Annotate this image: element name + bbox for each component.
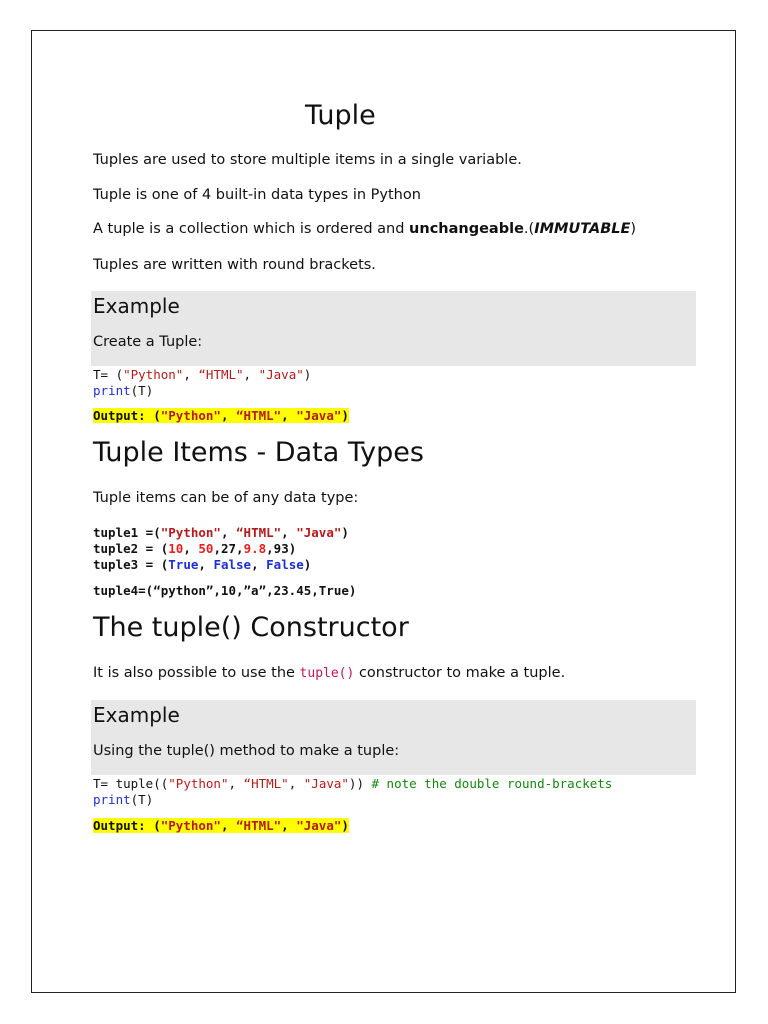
code-line-2 [93, 383, 153, 398]
code-text: , [183, 541, 199, 556]
code-text: tuple3 = ( [93, 557, 169, 572]
code-text: , [243, 367, 259, 382]
desc-suffix: constructor to make a tuple. [354, 665, 566, 681]
intro-paragraph-3 [93, 221, 636, 237]
code-line-3 [93, 776, 612, 791]
p3-prefix: A tuple is a collection which is ordered and [93, 221, 410, 237]
code-number: 10 [168, 541, 184, 556]
code-text: , [288, 776, 304, 791]
code-text: T= tuple(( [93, 776, 169, 791]
intro-paragraph-4: Tuples are written with round brackets. [93, 257, 376, 273]
code-text: , [281, 525, 297, 540]
output-string: "Java" [296, 818, 342, 833]
code-line-1 [93, 367, 311, 382]
output-text: , [220, 408, 237, 423]
section-desc-constructor [93, 665, 565, 681]
example-box-1 [91, 291, 696, 366]
code-string: “HTML" [243, 776, 289, 791]
p3-suffix: ) [630, 221, 637, 237]
section-heading-data-types: Tuple Items - Data Types [93, 437, 424, 468]
tuple4-line: tuple4=(“python”,10,”a”,23.45,True) [93, 583, 357, 598]
output-line-1 [93, 408, 349, 423]
code-string: "Java" [258, 367, 304, 382]
code-boolean: False [213, 557, 252, 572]
tuple3-line [93, 557, 311, 572]
code-text: , [251, 557, 267, 572]
output-label: Output: ( [93, 408, 161, 423]
code-boolean: True [168, 557, 199, 572]
output-string: “HTML" [236, 818, 282, 833]
output-label: Output: ( [93, 818, 161, 833]
code-string: “HTML" [198, 367, 244, 382]
p3-bold: unchangeable [409, 221, 524, 237]
code-text: ) [303, 557, 312, 572]
output-text: , [281, 818, 297, 833]
tuple1-line [93, 525, 349, 540]
code-keyword: print [93, 792, 131, 807]
output-text: , [281, 408, 297, 423]
code-text: ,93) [266, 541, 297, 556]
code-text: , [220, 525, 237, 540]
code-string: "Python" [123, 367, 184, 382]
code-string: "Python" [160, 525, 221, 540]
output-text: ) [341, 818, 349, 833]
code-text: , [183, 367, 199, 382]
output-string: "Python" [160, 818, 221, 833]
page-title: Tuple [305, 100, 376, 131]
code-text: , [228, 776, 244, 791]
code-number: 50 [198, 541, 214, 556]
code-number: 9.8 [243, 541, 267, 556]
code-text: (T) [130, 792, 154, 807]
output-string: "Java" [296, 408, 342, 423]
output-string: "Python" [160, 408, 221, 423]
example-heading-2: Example [93, 703, 180, 727]
code-text: ,27, [213, 541, 244, 556]
tuple2-line [93, 541, 296, 556]
code-text: T= ( [93, 367, 124, 382]
code-text: ) [303, 367, 312, 382]
code-text: , [198, 557, 214, 572]
p3-italic: IMMUTABLE [534, 221, 631, 237]
code-text: ) [341, 525, 349, 540]
intro-paragraph-1: Tuples are used to store multiple items in a single variable. [93, 152, 522, 168]
example-box-2 [91, 700, 696, 775]
code-boolean: False [266, 557, 304, 572]
code-keyword: print [93, 383, 131, 398]
section-heading-constructor: The tuple() Constructor [93, 612, 409, 643]
output-text: ) [341, 408, 349, 423]
code-string: "Java" [296, 525, 342, 540]
output-line-2 [93, 818, 349, 833]
code-text: tuple2 = ( [93, 541, 169, 556]
code-string: "Java" [303, 776, 349, 791]
output-text: , [220, 818, 237, 833]
intro-paragraph-2: Tuple is one of 4 built-in data types in Python [93, 187, 421, 203]
example-subtitle-2: Using the tuple() method to make a tuple: [93, 743, 400, 759]
p3-mid: .( [523, 221, 535, 237]
inline-code: tuple() [299, 666, 355, 681]
code-string: “HTML" [236, 525, 282, 540]
code-text: )) [348, 776, 372, 791]
code-line-4 [93, 792, 153, 807]
desc-prefix: It is also possible to use the [93, 665, 300, 681]
page-border [31, 30, 736, 993]
example-heading-1: Example [93, 294, 180, 318]
output-string: “HTML" [236, 408, 282, 423]
code-string: "Python" [168, 776, 229, 791]
section-desc-data-types: Tuple items can be of any data type: [93, 490, 359, 506]
example-subtitle-1: Create a Tuple: [93, 334, 203, 350]
code-text: (T) [130, 383, 154, 398]
code-text: tuple1 =( [93, 525, 161, 540]
code-comment: # note the double round-brackets [371, 776, 613, 791]
